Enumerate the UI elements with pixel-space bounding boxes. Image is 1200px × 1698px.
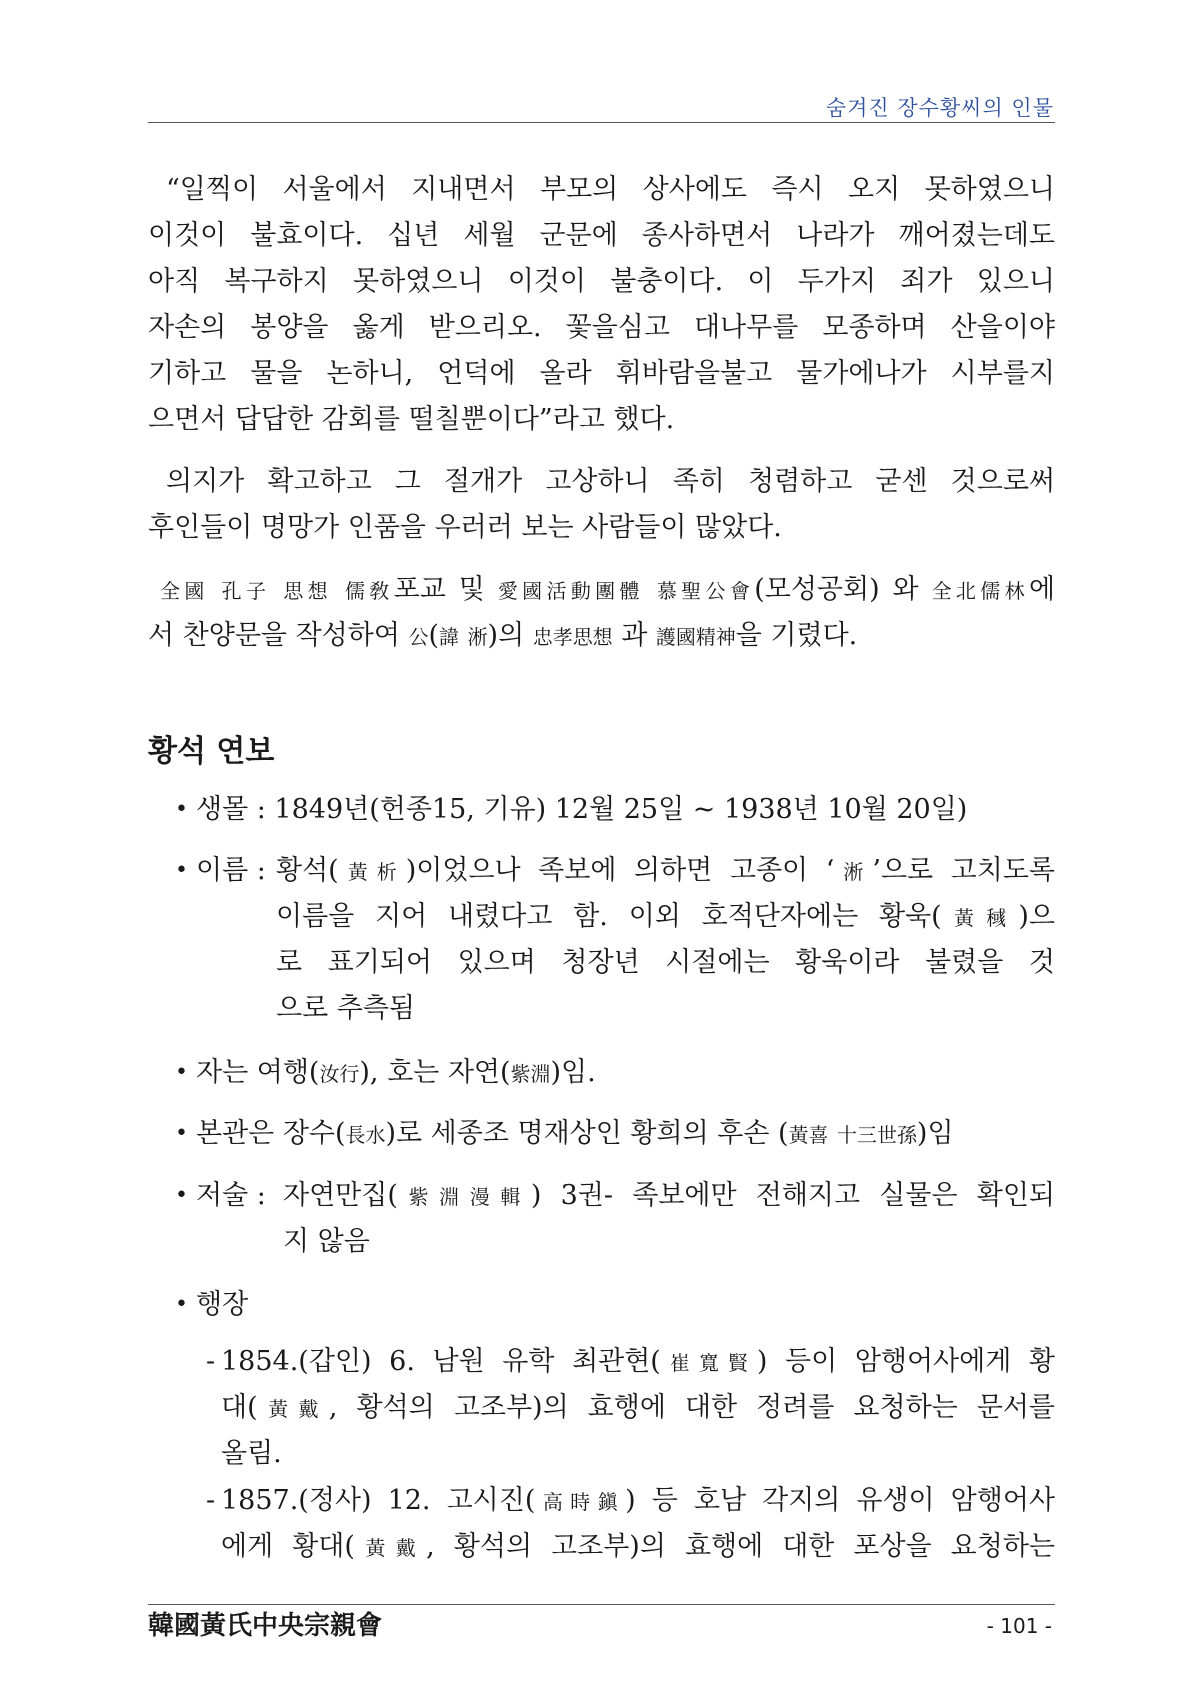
hanja-text: 黃戴 (257, 1397, 329, 1421)
paragraph-line: “일찍이 서울에서 지내면서 부모의 상사에도 즉시 오지 못하였으니 (166, 174, 1055, 205)
hanja-text: 紫淵漫輯 (397, 1185, 531, 1209)
hanja-text: 護國精神 (655, 625, 736, 649)
chronology-item-name (148, 848, 1055, 1032)
paragraph-line: 아직 복구하지 못하였으니 이것이 불충이다. 이 두가지 죄가 있으니 (148, 266, 1055, 297)
hanja-text: 長水 (345, 1123, 386, 1147)
bullet-marker: • (175, 797, 188, 822)
item-text: 생몰 : 1849년(헌종15, 기유) 12월 25일 ~ 1938년 10월 20일) (196, 794, 968, 825)
paragraph-praise (148, 567, 1055, 659)
dash-marker: - (206, 1346, 216, 1377)
subitem-line: 1857.(정사) 12. 고시진(高時鎭) 등 호남 각지의 유생이 암행어사 (221, 1485, 1055, 1516)
hanja-text: 思想 (283, 579, 332, 603)
bullet-marker: • (175, 1183, 188, 1208)
hanja-text: 崔寬賢 (660, 1351, 757, 1375)
paragraph-line: 서 찬양문을 작성하여 公(諱 淅)의 忠孝思想 과 護國精神을 기렸다. (148, 620, 858, 651)
hanja-text: 儒敎 (344, 579, 394, 603)
chronology-item-lifespan (148, 787, 1055, 833)
subitem-line: 에게 황대(黃戴, 황석의 고조부)의 효행에 대한 포상을 요청하는 (221, 1531, 1055, 1562)
item-line: 이름을 지어 내렸다고 함. 이외 호적단자에는 황욱(黃稶)으 (276, 901, 1055, 932)
item-text: 자는 여행(汝行), 호는 자연(紫淵)임. (196, 1057, 596, 1088)
hanja-text: 十三世孫 (837, 1123, 917, 1147)
item-text: 행장 (196, 1289, 249, 1320)
hanja-text: 紫淵 (510, 1062, 551, 1086)
hanja-text: 忠孝思想 (532, 625, 613, 649)
paragraph-line: 으면서 답답한 감회를 떨칠뿐이다”라고 했다. (148, 404, 675, 435)
labeled-row (196, 1173, 1055, 1265)
footer-organization: 韓國黃氏中央宗親會 (148, 1611, 383, 1641)
bullet-marker: • (175, 1060, 188, 1085)
hanja-text: 黃喜 (788, 1123, 829, 1147)
item-line: 황석(黃析)이었으나 족보에 의하면 고종이 ‘淅’으로 고치도록 (276, 855, 1055, 886)
hanja-text: 黃戴 (354, 1536, 427, 1560)
subitem-line: 1854.(갑인) 6. 남원 유학 최관현(崔寬賢) 등이 암행어사에게 황 (221, 1346, 1055, 1377)
labeled-row (196, 848, 1055, 1032)
item-line: 지 않음 (283, 1226, 370, 1257)
hanja-text: 高時鎭 (535, 1490, 626, 1514)
subitem-line: 올림. (221, 1438, 282, 1469)
hanja-text: 黃析 (338, 860, 406, 884)
item-label: 저술 : (196, 1180, 266, 1211)
item-line: 자연만집(紫淵漫輯) 3권- 족보에만 전해지고 실물은 확인되 (283, 1180, 1055, 1211)
running-header-title: 숨겨진 장수황씨의 인물 (825, 96, 1054, 120)
paragraph-line: 이것이 불효이다. 십년 세월 군문에 종사하면서 나라가 깨어졌는데도 (148, 220, 1055, 251)
hanja-text: 汝行 (319, 1062, 360, 1086)
page-number: - 101 - (986, 1614, 1052, 1638)
hanja-text: 公 (408, 625, 429, 649)
chronology-item-writings (148, 1173, 1055, 1265)
page-content (148, 0, 1055, 1600)
item-value (276, 848, 1055, 1032)
hanja-text: 淅 (834, 860, 873, 884)
item-line: 로 표기되어 있으며 청장년 시절에는 황욱이라 불렸을 것 (276, 947, 1055, 978)
hanja-text: 全北儒林 (931, 579, 1029, 603)
hanja-text: 孔子 (221, 579, 271, 603)
hanja-text: 全國 (160, 579, 209, 603)
hanja-text: 慕聖公會 (656, 579, 755, 603)
chronology-item-conduct-record (148, 1282, 1055, 1328)
hanja-text: 愛國活動團體 (497, 579, 644, 603)
paragraph-line: 기하고 물을 논하니, 언덕에 올라 휘바람을불고 물가에나가 시부를지 (148, 358, 1055, 389)
hanja-text: 淅 (467, 625, 488, 649)
conduct-subitem-1857 (148, 1478, 1055, 1570)
item-text: 본관은 장수(長水)로 세종조 명재상인 황희의 후손 (黃喜 十三世孫)임 (196, 1118, 954, 1149)
section-heading: 황석 연보 (148, 734, 275, 769)
conduct-subitem-1854 (148, 1339, 1055, 1477)
item-label: 이름 : (196, 855, 266, 886)
bullet-marker: • (175, 1121, 188, 1146)
paragraph-line: 자손의 봉양을 옳게 받으리오. 꽃을심고 대나무를 모종하며 산을이야 (148, 312, 1055, 343)
bullet-marker: • (175, 1292, 188, 1317)
paragraph-line: 후인들이 명망가 인품을 우러러 보는 사람들이 많았다. (148, 512, 782, 543)
paragraph-line: 全國 孔子 思想 儒敎포교 및 愛國活動團體 慕聖公會(모성공회) 와 全北儒林에 (160, 574, 1055, 605)
paragraph-character (148, 459, 1055, 551)
hanja-text: 黃稶 (941, 906, 1019, 930)
dash-marker: - (206, 1485, 216, 1516)
subitem-line: 대(黃戴, 황석의 고조부)의 효행에 대한 정려를 요청하는 문서를 (221, 1392, 1055, 1423)
chronology-item-clan-origin (148, 1111, 1055, 1157)
paragraph-quote (148, 167, 1055, 443)
chronology-item-courtesy-name (148, 1050, 1055, 1096)
hanja-text: 諱 (439, 625, 459, 649)
item-line: 으로 추측됨 (276, 993, 415, 1024)
bullet-marker: • (175, 858, 188, 883)
item-value (283, 1173, 1055, 1265)
footer-rule (148, 1604, 1055, 1605)
paragraph-line: 의지가 확고하고 그 절개가 고상하니 족히 청렴하고 굳센 것으로써 (166, 466, 1055, 497)
